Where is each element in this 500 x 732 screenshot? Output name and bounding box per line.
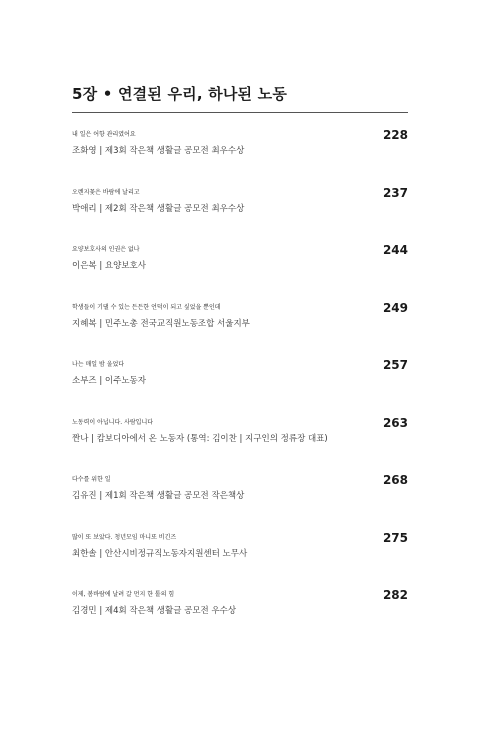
toc-entry[interactable] xyxy=(72,586,408,644)
entry-author: 최한솔 | 안산시비정규직노동자지원센터 노무사 xyxy=(72,548,248,559)
entry-page-number: 263 xyxy=(382,415,408,430)
entry-title: 다수를 위한 일 xyxy=(72,476,111,483)
chapter-header xyxy=(72,80,408,113)
entry-page-number: 268 xyxy=(382,473,408,487)
entry-author: 김유진 | 제1회 작은책 생활글 공모전 작은책상 xyxy=(72,491,245,501)
chapter-title: 5장 • 연결된 우리, 하나된 노동 xyxy=(72,85,288,103)
toc-entry[interactable] xyxy=(72,471,408,529)
entry-author: 김경민 | 제4회 작은책 생활글 공모전 우수상 xyxy=(72,606,237,616)
entry-page-number: 249 xyxy=(382,300,408,315)
entry-page-number: 275 xyxy=(382,530,408,545)
entry-title: 이제, 봄바람에 날려 갈 먼지 한 톨의 힘 xyxy=(72,591,175,598)
entry-title: 오렌지꽃은 바람에 날리고 xyxy=(72,188,140,196)
toc-entry[interactable] xyxy=(72,414,408,472)
toc-list xyxy=(72,126,408,644)
entry-author: 지혜복 | 민주노총 전국교직원노동조합 서울지부 xyxy=(72,318,250,329)
entry-author: 박애리 | 제2회 작은책 생활글 공모전 최우수상 xyxy=(72,203,245,214)
toc-entry[interactable] xyxy=(72,241,408,299)
entry-title: 요양보호사의 인권은 없나 xyxy=(72,246,140,253)
entry-author: 짠나 | 캄보디아에서 온 노동자 (통역: 김이찬 | 지구인의 정류장 대표) xyxy=(72,433,328,444)
entry-page-number: 237 xyxy=(382,185,408,200)
entry-page-number: 228 xyxy=(382,128,408,142)
chapter-divider xyxy=(72,112,408,113)
entry-title: 내 일은 어항 관리였어요 xyxy=(72,131,136,138)
entry-title: 학생들이 기댈 수 있는 든든한 언덕이 되고 싶었을 뿐인데 xyxy=(72,303,221,311)
toc-entry[interactable] xyxy=(72,356,408,414)
entry-title: 나는 매일 밤 울었다 xyxy=(72,361,125,368)
entry-title: 많이 또 보았다. 청년모임 마니또 비긴즈 xyxy=(72,533,177,541)
entry-page-number: 257 xyxy=(382,358,408,372)
entry-author: 이은복 | 요양보호사 xyxy=(72,261,146,271)
entry-author: 조화영 | 제3회 작은책 생활글 공모전 최우수상 xyxy=(72,146,245,156)
toc-entry[interactable] xyxy=(72,184,408,242)
toc-entry[interactable] xyxy=(72,126,408,184)
entry-page-number: 282 xyxy=(382,588,408,602)
entry-page-number: 244 xyxy=(382,243,408,257)
toc-entry[interactable] xyxy=(72,529,408,587)
entry-author: 소부즈 | 이주노동자 xyxy=(72,376,146,386)
toc-entry[interactable] xyxy=(72,299,408,357)
entry-title: 노동력이 아닙니다. 사람입니다 xyxy=(72,418,154,426)
